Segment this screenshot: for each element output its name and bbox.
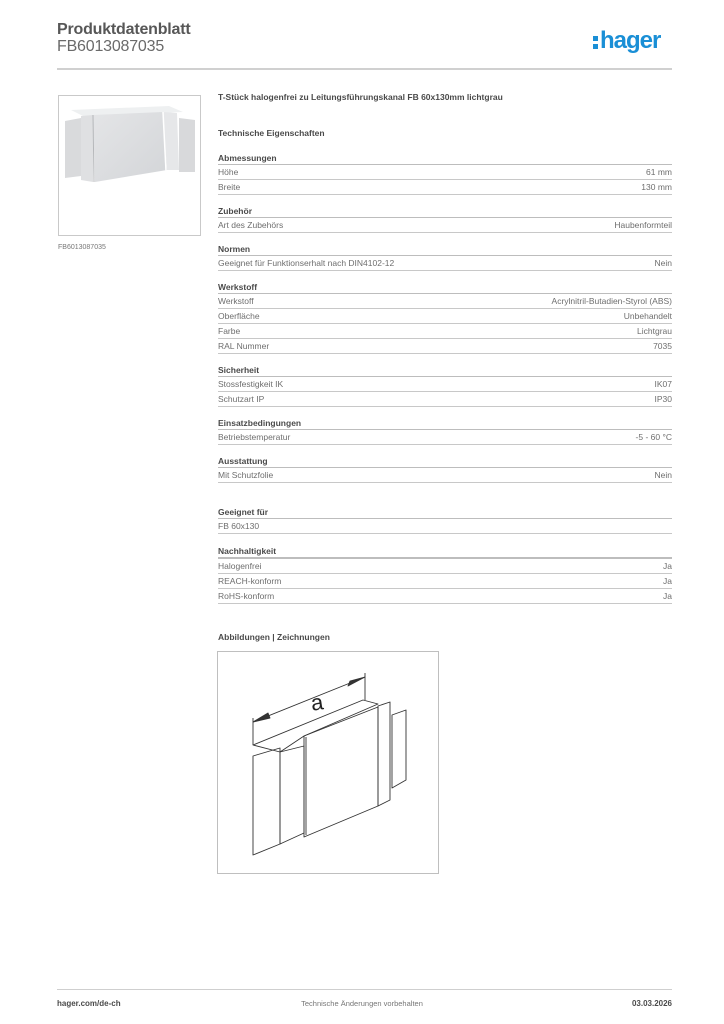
- group-title: Sicherheit: [218, 363, 672, 377]
- row-value: 61 mm: [646, 167, 672, 177]
- row-label: Schutzart IP: [218, 394, 265, 404]
- table-row: [218, 377, 672, 392]
- group-title: Ausstattung: [218, 454, 672, 468]
- table-row: [218, 559, 672, 574]
- group-geeignet-fuer: [218, 505, 672, 534]
- row-label: Art des Zubehörs: [218, 220, 284, 230]
- table-row: [218, 294, 672, 309]
- row-value: Ja: [663, 561, 672, 571]
- technical-drawing: [217, 651, 439, 874]
- row-label: RAL Nummer: [218, 341, 270, 351]
- row-label: Farbe: [218, 326, 241, 336]
- group-title: Einsatzbedingungen: [218, 416, 672, 430]
- group-nachhaltigkeit: [218, 543, 672, 604]
- table-row: [218, 519, 672, 534]
- t-piece-photo-icon: [59, 96, 200, 235]
- row-value: Haubenformteil: [614, 220, 672, 230]
- table-row: [218, 339, 672, 354]
- row-label: RoHS-konform: [218, 591, 275, 601]
- product-photo: [58, 95, 201, 236]
- technical-properties: [218, 92, 672, 613]
- row-label: Oberfläche: [218, 311, 260, 321]
- row-label: Werkstoff: [218, 296, 254, 306]
- row-value: Unbehandelt: [623, 311, 672, 321]
- row-value: Lichtgrau: [637, 326, 672, 336]
- row-value: Nein: [654, 258, 672, 268]
- row-label: Geeignet für Funktionserhalt nach DIN4102-12: [218, 258, 395, 268]
- section-title: Technische Eigenschaften: [218, 128, 325, 138]
- group-title: Zubehör: [218, 204, 672, 218]
- row-value: 7035: [653, 341, 672, 351]
- group-title: Abmessungen: [218, 151, 672, 165]
- row-value: IK07: [654, 379, 672, 389]
- header-divider: [57, 68, 672, 70]
- spacer: [218, 492, 672, 505]
- table-row: [218, 180, 672, 195]
- row-label: Mit Schutzfolie: [218, 470, 274, 480]
- row-value: Ja: [663, 591, 672, 601]
- group-werkstoff: [218, 280, 672, 354]
- logo-colon-icon: [593, 33, 598, 49]
- footer-date: 03.03.2026: [631, 999, 672, 1008]
- product-description: T-Stück halogenfrei zu Leitungsführungskanal FB 60x130mm lichtgrau: [218, 92, 503, 102]
- footer-notice: Technische Änderungen vorbehalten: [301, 999, 423, 1008]
- row-label: Halogenfrei: [218, 561, 262, 571]
- table-row: [218, 309, 672, 324]
- row-label: REACH-konform: [218, 576, 282, 586]
- row-label: Stossfestigkeit IK: [218, 379, 284, 389]
- row-value: Nein: [654, 470, 672, 480]
- row-value: IP30: [654, 394, 672, 404]
- row-label: Höhe: [218, 167, 239, 177]
- footer-divider: [57, 989, 672, 990]
- row-label: FB 60x130: [218, 521, 260, 531]
- logo-text: hager: [600, 27, 661, 54]
- group-title: Werkstoff: [218, 280, 672, 294]
- table-row: [218, 392, 672, 407]
- table-row: [218, 589, 672, 604]
- table-row: [218, 574, 672, 589]
- group-ausstattung: [218, 454, 672, 483]
- group-title: Geeignet für: [218, 505, 672, 519]
- table-row: [218, 324, 672, 339]
- table-row: [218, 218, 672, 233]
- product-code: FB6013087035: [57, 38, 165, 55]
- group-title: Normen: [218, 242, 672, 256]
- table-row: [218, 256, 672, 271]
- row-label: Breite: [218, 182, 241, 192]
- group-sicherheit: [218, 363, 672, 407]
- row-label: Betriebstemperatur: [218, 432, 291, 442]
- t-piece-drawing-icon: [218, 652, 438, 873]
- group-normen: [218, 242, 672, 271]
- photo-caption: FB6013087035: [58, 244, 106, 251]
- hager-logo: [593, 27, 660, 55]
- row-value: -5 - 60 °C: [635, 432, 672, 442]
- row-value: Ja: [663, 576, 672, 586]
- row-value: Acrylnitril-Butadien-Styrol (ABS): [551, 296, 672, 306]
- figures-title: Abbildungen | Zeichnungen: [218, 632, 330, 642]
- group-einsatzbedingungen: [218, 416, 672, 445]
- group-abmessungen: [218, 151, 672, 195]
- dimension-label: a: [309, 689, 325, 716]
- row-value: 130 mm: [641, 182, 672, 192]
- footer-website-link[interactable]: hager.com/de-ch: [57, 999, 121, 1008]
- group-title: Nachhaltigkeit: [218, 543, 672, 559]
- table-row: [218, 430, 672, 445]
- table-row: [218, 468, 672, 483]
- document-title: Produktdatenblatt: [57, 21, 191, 38]
- table-row: [218, 165, 672, 180]
- group-zubehoer: [218, 204, 672, 233]
